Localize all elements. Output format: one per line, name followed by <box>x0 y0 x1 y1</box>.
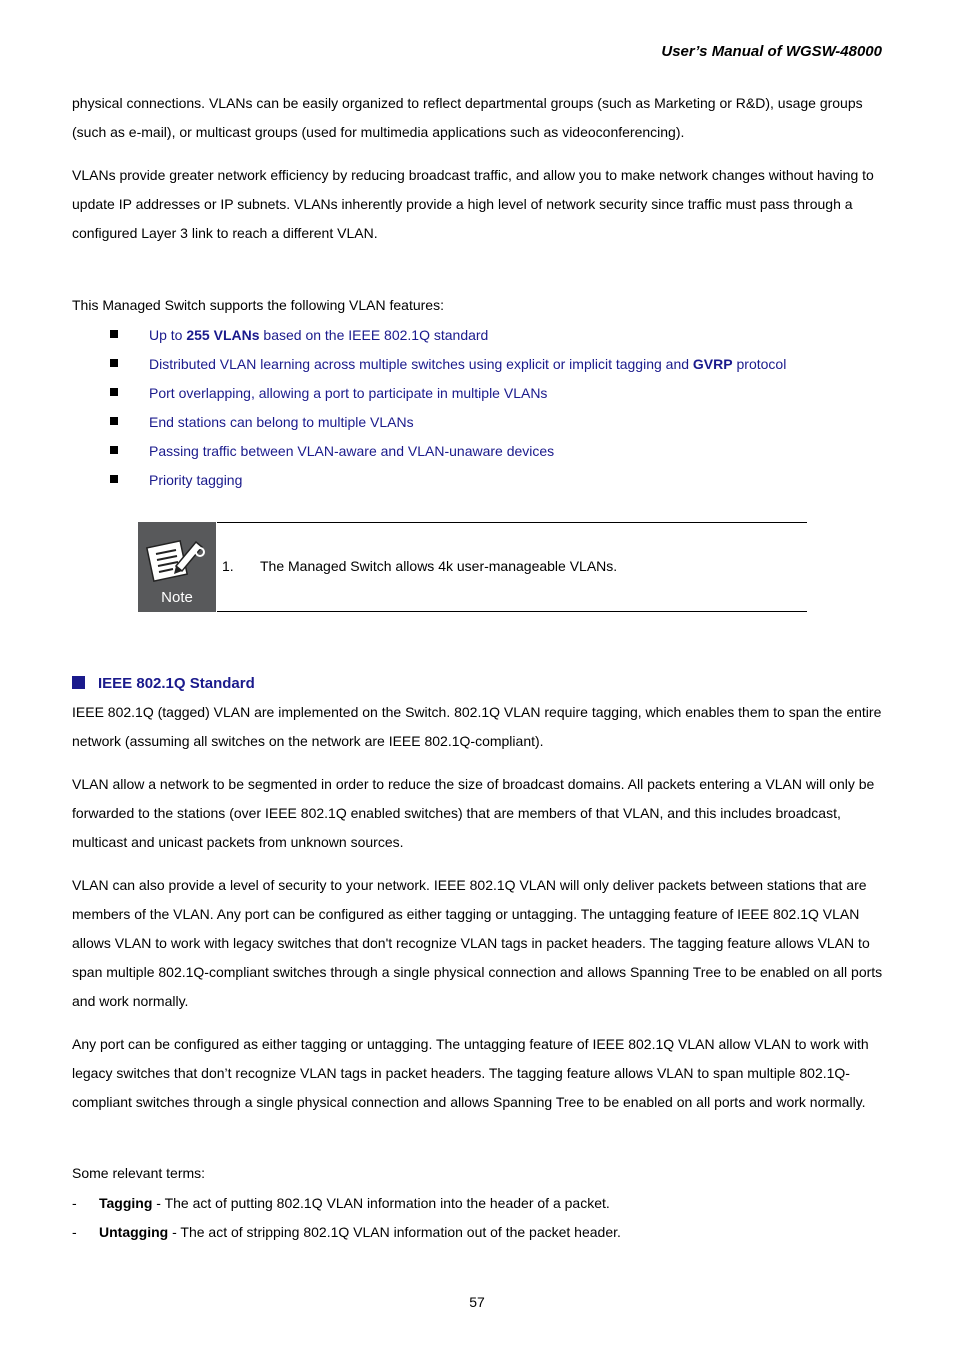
section-paragraph-2: VLAN allow a network to be segmented in order to reduce the size of broadcast domains. All packets entering a VLAN will only be forwarded to the stations (over IEEE 802.1Q enabled switches) that are members of that VLAN, and this includes broadcast, multicast and unicast packets from unknown sources. <box>72 776 875 850</box>
page-number: 57 <box>469 1294 485 1310</box>
feature-item: Up to 255 VLANs based on the IEEE 802.1Q standard <box>110 321 786 350</box>
section-paragraph-1: IEEE 802.1Q (tagged) VLAN are implemented on the Switch. 802.1Q VLAN require tagging, which enables them to span the entire network (assuming all switches on the network are IEEE 802.1Q-compliant). <box>72 704 882 749</box>
square-bullet-icon <box>110 359 118 367</box>
feature-list <box>110 321 786 495</box>
terms-list <box>72 1189 621 1247</box>
note-label: Note <box>161 589 193 606</box>
square-bullet-icon <box>110 446 118 454</box>
term-item: - Tagging - The act of putting 802.1Q VLAN information into the header of a packet. <box>72 1195 610 1211</box>
square-bullet-icon <box>110 475 118 483</box>
note-icon <box>138 522 216 612</box>
feature-item: End stations can belong to multiple VLANs <box>110 408 786 437</box>
section-paragraph-4: Any port can be configured as either tagging or untagging. The untagging feature of IEEE 802.1Q VLAN allow VLAN to work with legacy switches that don’t recognize VLAN tags in packet headers. The tagging feature allows VLAN to span multiple 802.1Q-compliant switches through a single physical connection and allows Spanning Tree to be enabled on all ports and work normally. <box>72 1036 869 1110</box>
features-lead: This Managed Switch supports the following VLAN features: <box>72 297 444 313</box>
note-content: The Managed Switch allows 4k user-manageable VLANs. <box>260 558 618 574</box>
running-header: User’s Manual of WGSW-48000 <box>661 43 882 60</box>
note-divider-top <box>217 522 807 523</box>
square-bullet-icon <box>110 417 118 425</box>
feature-item: Priority tagging <box>110 466 786 495</box>
note-text <box>222 558 617 574</box>
feature-item: Passing traffic between VLAN-aware and VLAN-unaware devices <box>110 437 786 466</box>
square-bullet-icon <box>110 388 118 396</box>
term-item: - Untagging - The act of stripping 802.1Q VLAN information out of the packet header. <box>72 1224 621 1240</box>
feature-item: Distributed VLAN learning across multiple switches using explicit or implicit tagging and GVRP protocol <box>110 350 786 379</box>
note-divider-bottom <box>217 611 807 612</box>
intro-paragraph-2: VLANs provide greater network efficiency by reducing broadcast traffic, and allow you to make network changes without having to update IP addresses or IP subnets. VLANs inherently provide a high level of network security since traffic must pass through a configured Layer 3 link to reach a different VLAN. <box>72 167 874 241</box>
section-paragraph-3: VLAN can also provide a level of security to your network. IEEE 802.1Q VLAN will only deliver packets between stations that are members of the VLAN. Any port can be configured as either tagging or untagging. The untagging feature of IEEE 802.1Q VLAN allows VLAN to work with legacy switches that don't recognize VLAN tags in packet headers. The tagging feature allows VLAN to span multiple 802.1Q-compliant switches through a single physical connection and allows Spanning Tree to be enabled on all ports and work normally. <box>72 877 883 1009</box>
heading-square-icon <box>72 676 85 689</box>
terms-lead: Some relevant terms: <box>72 1165 206 1181</box>
intro-paragraph-1: physical connections. VLANs can be easily organized to reflect departmental groups (such as Marketing or R&D), usage groups (such as e-mail), or multicast groups (used for multimedia applications such as videoconferencing). <box>72 95 863 140</box>
feature-item: Port overlapping, allowing a port to participate in multiple VLANs <box>110 379 786 408</box>
note-box <box>138 522 807 612</box>
square-bullet-icon <box>110 330 118 338</box>
note-number: 1. <box>222 558 234 574</box>
section-heading: IEEE 802.1Q Standard <box>72 675 255 692</box>
